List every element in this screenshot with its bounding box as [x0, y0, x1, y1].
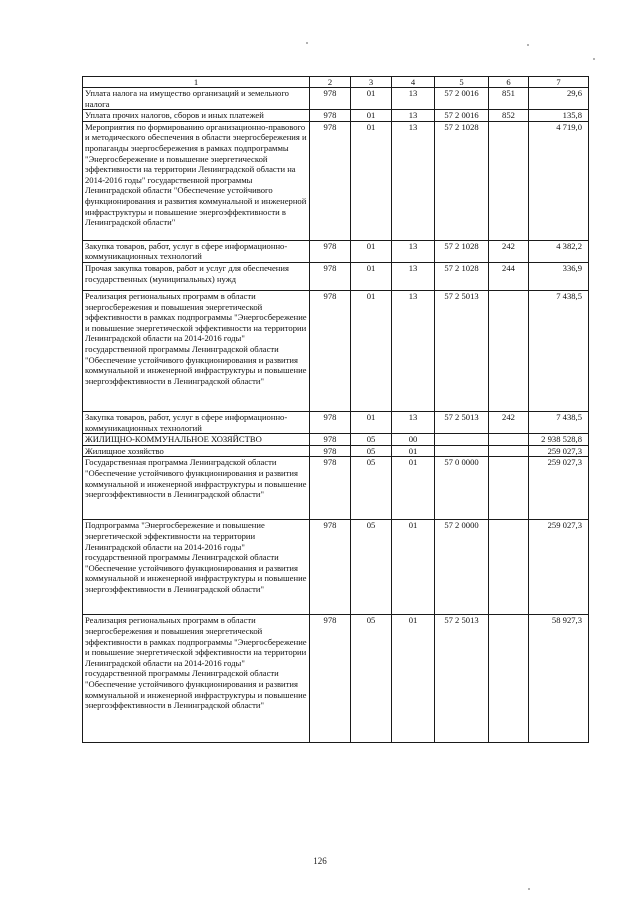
table-row — [83, 445, 589, 457]
row-code-admin: 978 — [310, 290, 351, 411]
row-amount: 259 027,3 — [529, 520, 589, 615]
row-amount: 4 719,0 — [529, 121, 589, 240]
row-amount: 7 438,5 — [529, 290, 589, 411]
row-code-expense-type — [489, 520, 529, 615]
row-code-section: 01 — [351, 240, 392, 262]
row-code-section: 05 — [351, 445, 392, 457]
table-row — [83, 88, 589, 110]
row-code-admin: 978 — [310, 121, 351, 240]
row-code-expense-type — [489, 290, 529, 411]
row-code-expense-type: 244 — [489, 262, 529, 290]
table-row — [83, 110, 589, 122]
row-code-subsection: 01 — [392, 520, 435, 615]
table-row — [83, 411, 589, 433]
table-row — [83, 520, 589, 615]
scan-speck — [306, 42, 308, 44]
row-code-subsection: 01 — [392, 445, 435, 457]
table-row — [83, 240, 589, 262]
row-code-expense-type — [489, 615, 529, 743]
scan-speck — [593, 58, 595, 60]
row-name: Уплата прочих налогов, сборов и иных платежей — [83, 110, 310, 122]
row-code-target: 57 2 5013 — [435, 615, 489, 743]
table-row — [83, 290, 589, 411]
row-code-admin: 978 — [310, 110, 351, 122]
row-code-target: 57 2 1028 — [435, 121, 489, 240]
row-name: Подпрограмма "Энергосбережение и повышение энергетической эффективности на территории Ленинградской области на 2014-2016 годы" государственной программы Ленинградской области "Обеспечение устойчивого функционирования и развития коммунальной и инженерной инфраструктуры и повышение энергоэффективности в Ленинградской области" — [83, 520, 310, 615]
row-amount: 259 027,3 — [529, 457, 589, 520]
row-code-subsection: 13 — [392, 88, 435, 110]
row-code-section: 01 — [351, 290, 392, 411]
row-code-expense-type — [489, 445, 529, 457]
table-row — [83, 615, 589, 743]
page-number: 126 — [313, 856, 327, 866]
row-code-section: 01 — [351, 110, 392, 122]
row-code-subsection: 01 — [392, 615, 435, 743]
row-amount: 4 382,2 — [529, 240, 589, 262]
table-row — [83, 457, 589, 520]
row-name: Реализация региональных программ в области энергосбережения и повышения энергетической эффективности в рамках подпрограммы "Энергосбережение и повышение энергетической эффективности на территории Ленинградской области на 2014-2016 годы" государственной программы Ленинградской области "Обеспечение устойчивого функционирования и развития коммунальной и инженерной инфраструктуры и повышение энергоэффективности в Ленинградской области" — [83, 615, 310, 743]
table-row — [83, 121, 589, 240]
row-code-subsection: 00 — [392, 434, 435, 446]
row-amount: 259 027,3 — [529, 445, 589, 457]
scan-speck — [527, 44, 529, 46]
header-cell-1: 1 — [83, 77, 310, 88]
budget-table — [82, 76, 589, 743]
row-name: Прочая закупка товаров, работ и услуг для обеспечения государственных (муниципальных) нужд — [83, 262, 310, 290]
row-code-admin: 978 — [310, 411, 351, 433]
row-code-admin: 978 — [310, 88, 351, 110]
row-name: Уплата налога на имущество организаций и земельного налога — [83, 88, 310, 110]
row-code-subsection: 13 — [392, 121, 435, 240]
row-amount: 135,8 — [529, 110, 589, 122]
row-code-target: 57 2 0016 — [435, 110, 489, 122]
table-header-row — [83, 77, 589, 88]
row-code-expense-type: 851 — [489, 88, 529, 110]
header-cell-6: 6 — [489, 77, 529, 88]
row-code-admin: 978 — [310, 520, 351, 615]
row-code-expense-type: 852 — [489, 110, 529, 122]
row-name: Жилищное хозяйство — [83, 445, 310, 457]
row-code-admin: 978 — [310, 240, 351, 262]
row-code-target — [435, 434, 489, 446]
row-name: Мероприятия по формированию организационно-правового и методического обеспечения в области энергосбережения и пропаганды энергосбережения в рамках подпрограммы "Энергосбережение и повышение энергетической эффективности на территории Ленинградской области на 2014-2016 годы" государственной программы Ленинградской области "Обеспечение устойчивого функционирования и развития коммунальной и инженерной инфраструктуры и повышение энергоэффективности в Ленинградской области" — [83, 121, 310, 240]
row-code-subsection: 13 — [392, 262, 435, 290]
scan-speck — [528, 888, 530, 890]
row-name: Закупка товаров, работ, услуг в сфере информационно-коммуникационных технологий — [83, 240, 310, 262]
row-amount: 336,9 — [529, 262, 589, 290]
row-amount: 29,6 — [529, 88, 589, 110]
row-code-section: 01 — [351, 411, 392, 433]
row-code-section: 05 — [351, 520, 392, 615]
table-row — [83, 262, 589, 290]
row-code-target: 57 2 5013 — [435, 290, 489, 411]
row-name: ЖИЛИЩНО-КОММУНАЛЬНОЕ ХОЗЯЙСТВО — [83, 434, 310, 446]
row-code-section: 05 — [351, 434, 392, 446]
row-name: Государственная программа Ленинградской области "Обеспечение устойчивого функционирования и развития коммунальной и инженерной инфраструктуры и повышение энергоэффективности в Ленинградской области" — [83, 457, 310, 520]
row-code-subsection: 13 — [392, 240, 435, 262]
row-code-subsection: 13 — [392, 290, 435, 411]
header-cell-2: 2 — [310, 77, 351, 88]
row-code-section: 01 — [351, 88, 392, 110]
table-row — [83, 434, 589, 446]
row-code-target — [435, 445, 489, 457]
row-name: Закупка товаров, работ, услуг в сфере информационно-коммуникационных технологий — [83, 411, 310, 433]
row-code-subsection: 13 — [392, 110, 435, 122]
row-code-admin: 978 — [310, 615, 351, 743]
row-code-admin: 978 — [310, 445, 351, 457]
row-code-target: 57 2 1028 — [435, 262, 489, 290]
row-code-subsection: 01 — [392, 457, 435, 520]
row-code-subsection: 13 — [392, 411, 435, 433]
row-code-expense-type — [489, 121, 529, 240]
row-code-section: 05 — [351, 457, 392, 520]
row-code-section: 01 — [351, 121, 392, 240]
row-code-admin: 978 — [310, 262, 351, 290]
row-amount: 7 438,5 — [529, 411, 589, 433]
row-amount: 58 927,3 — [529, 615, 589, 743]
row-code-target: 57 2 0000 — [435, 520, 489, 615]
row-code-target: 57 2 5013 — [435, 411, 489, 433]
row-code-section: 05 — [351, 615, 392, 743]
header-cell-3: 3 — [351, 77, 392, 88]
row-code-expense-type — [489, 434, 529, 446]
row-name: Реализация региональных программ в области энергосбережения и повышения энергетической эффективности в рамках подпрограммы "Энергосбережение и повышение энергетической эффективности на территории Ленинградской области на 2014-2016 годы" государственной программы Ленинградской области "Обеспечение устойчивого функционирования и развития коммунальной и инженерной инфраструктуры и повышение энергоэффективности в Ленинградской области" — [83, 290, 310, 411]
row-code-expense-type: 242 — [489, 411, 529, 433]
row-amount: 2 938 528,8 — [529, 434, 589, 446]
row-code-expense-type: 242 — [489, 240, 529, 262]
row-code-expense-type — [489, 457, 529, 520]
header-cell-4: 4 — [392, 77, 435, 88]
row-code-target: 57 2 0016 — [435, 88, 489, 110]
row-code-admin: 978 — [310, 457, 351, 520]
row-code-target: 57 0 0000 — [435, 457, 489, 520]
row-code-admin: 978 — [310, 434, 351, 446]
header-cell-7: 7 — [529, 77, 589, 88]
row-code-target: 57 2 1028 — [435, 240, 489, 262]
header-cell-5: 5 — [435, 77, 489, 88]
row-code-section: 01 — [351, 262, 392, 290]
